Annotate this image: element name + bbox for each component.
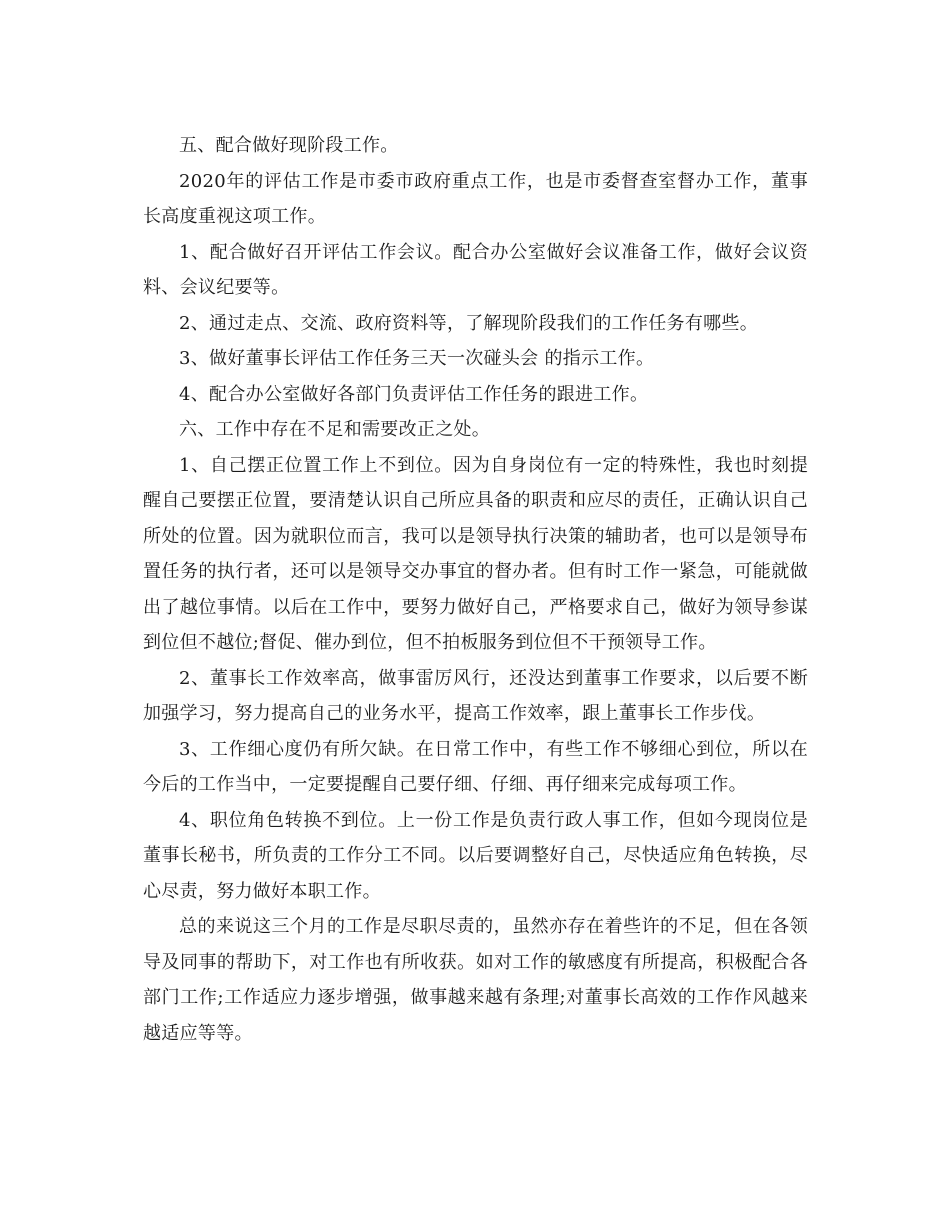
document-body	[143, 128, 808, 1051]
list-item-6-2: 2、董事长工作效率高，做事雷厉风行，还没达到董事工作要求，以后要不断加强学习，努力提高自己的业务水平，提高工作效率，跟上董事长工作步伐。	[143, 667, 808, 724]
paragraph-evaluation-intro: 2020年的评估工作是市委市政府重点工作，也是市委督查室督办工作，董事长高度重视这项工作。	[143, 170, 808, 227]
list-item-6-3: 3、工作细心度仍有所欠缺。在日常工作中，有些工作不够细心到位，所以在今后的工作当中，一定要提醒自己要仔细、仔细、再仔细来完成每项工作。	[143, 738, 808, 795]
list-item-5-1: 1、配合做好召开评估工作会议。配合办公室做好会议准备工作，做好会议资料、会议纪要等。	[143, 241, 808, 298]
list-item-6-1: 1、自己摆正位置工作上不到位。因为自身岗位有一定的特殊性，我也时刻提醒自己要摆正位置，要清楚认识自己所应具备的职责和应尽的责任，正确认识自己所处的位置。因为就职位而言，我可以是领导执行决策的辅助者，也可以是领导布置任务的执行者，还可以是领导交办事宜的督办者。但有时工作一紧急，可能就做出了越位事情。以后在工作中，要努力做好自己，严格要求自己，做好为领导参谋到位但不越位;督促、催办到位，但不拍板服务到位但不干预领导工作。	[143, 454, 808, 653]
list-item-5-2: 2、通过走点、交流、政府资料等，了解现阶段我们的工作任务有哪些。	[179, 312, 759, 334]
list-item-5-3: 3、做好董事长评估工作任务三天一次碰头会 的指示工作。	[179, 348, 655, 369]
section-heading-5: 五、配合做好现阶段工作。	[179, 135, 399, 156]
list-item-6-4: 4、职位角色转换不到位。上一份工作是负责行政人事工作，但如今现岗位是董事长秘书，所负责的工作分工不同。以后要调整好自己，尽快适应角色转换，尽心尽责，努力做好本职工作。	[143, 809, 808, 902]
section-heading-6: 六、工作中存在不足和需要改正之处。	[179, 419, 491, 440]
list-item-5-4: 4、配合办公室做好各部门负责评估工作任务的跟进工作。	[179, 383, 649, 405]
paragraph-summary: 总的来说这三个月的工作是尽职尽责的，虽然亦存在着些许的不足，但在各领导及同事的帮助下，对工作也有所收获。如对工作的敏感度有所提高，积极配合各部门工作;工作适应力逐步增强，做事越来越有条理;对董事长高效的工作作风越来越适应等等。	[143, 916, 808, 1044]
